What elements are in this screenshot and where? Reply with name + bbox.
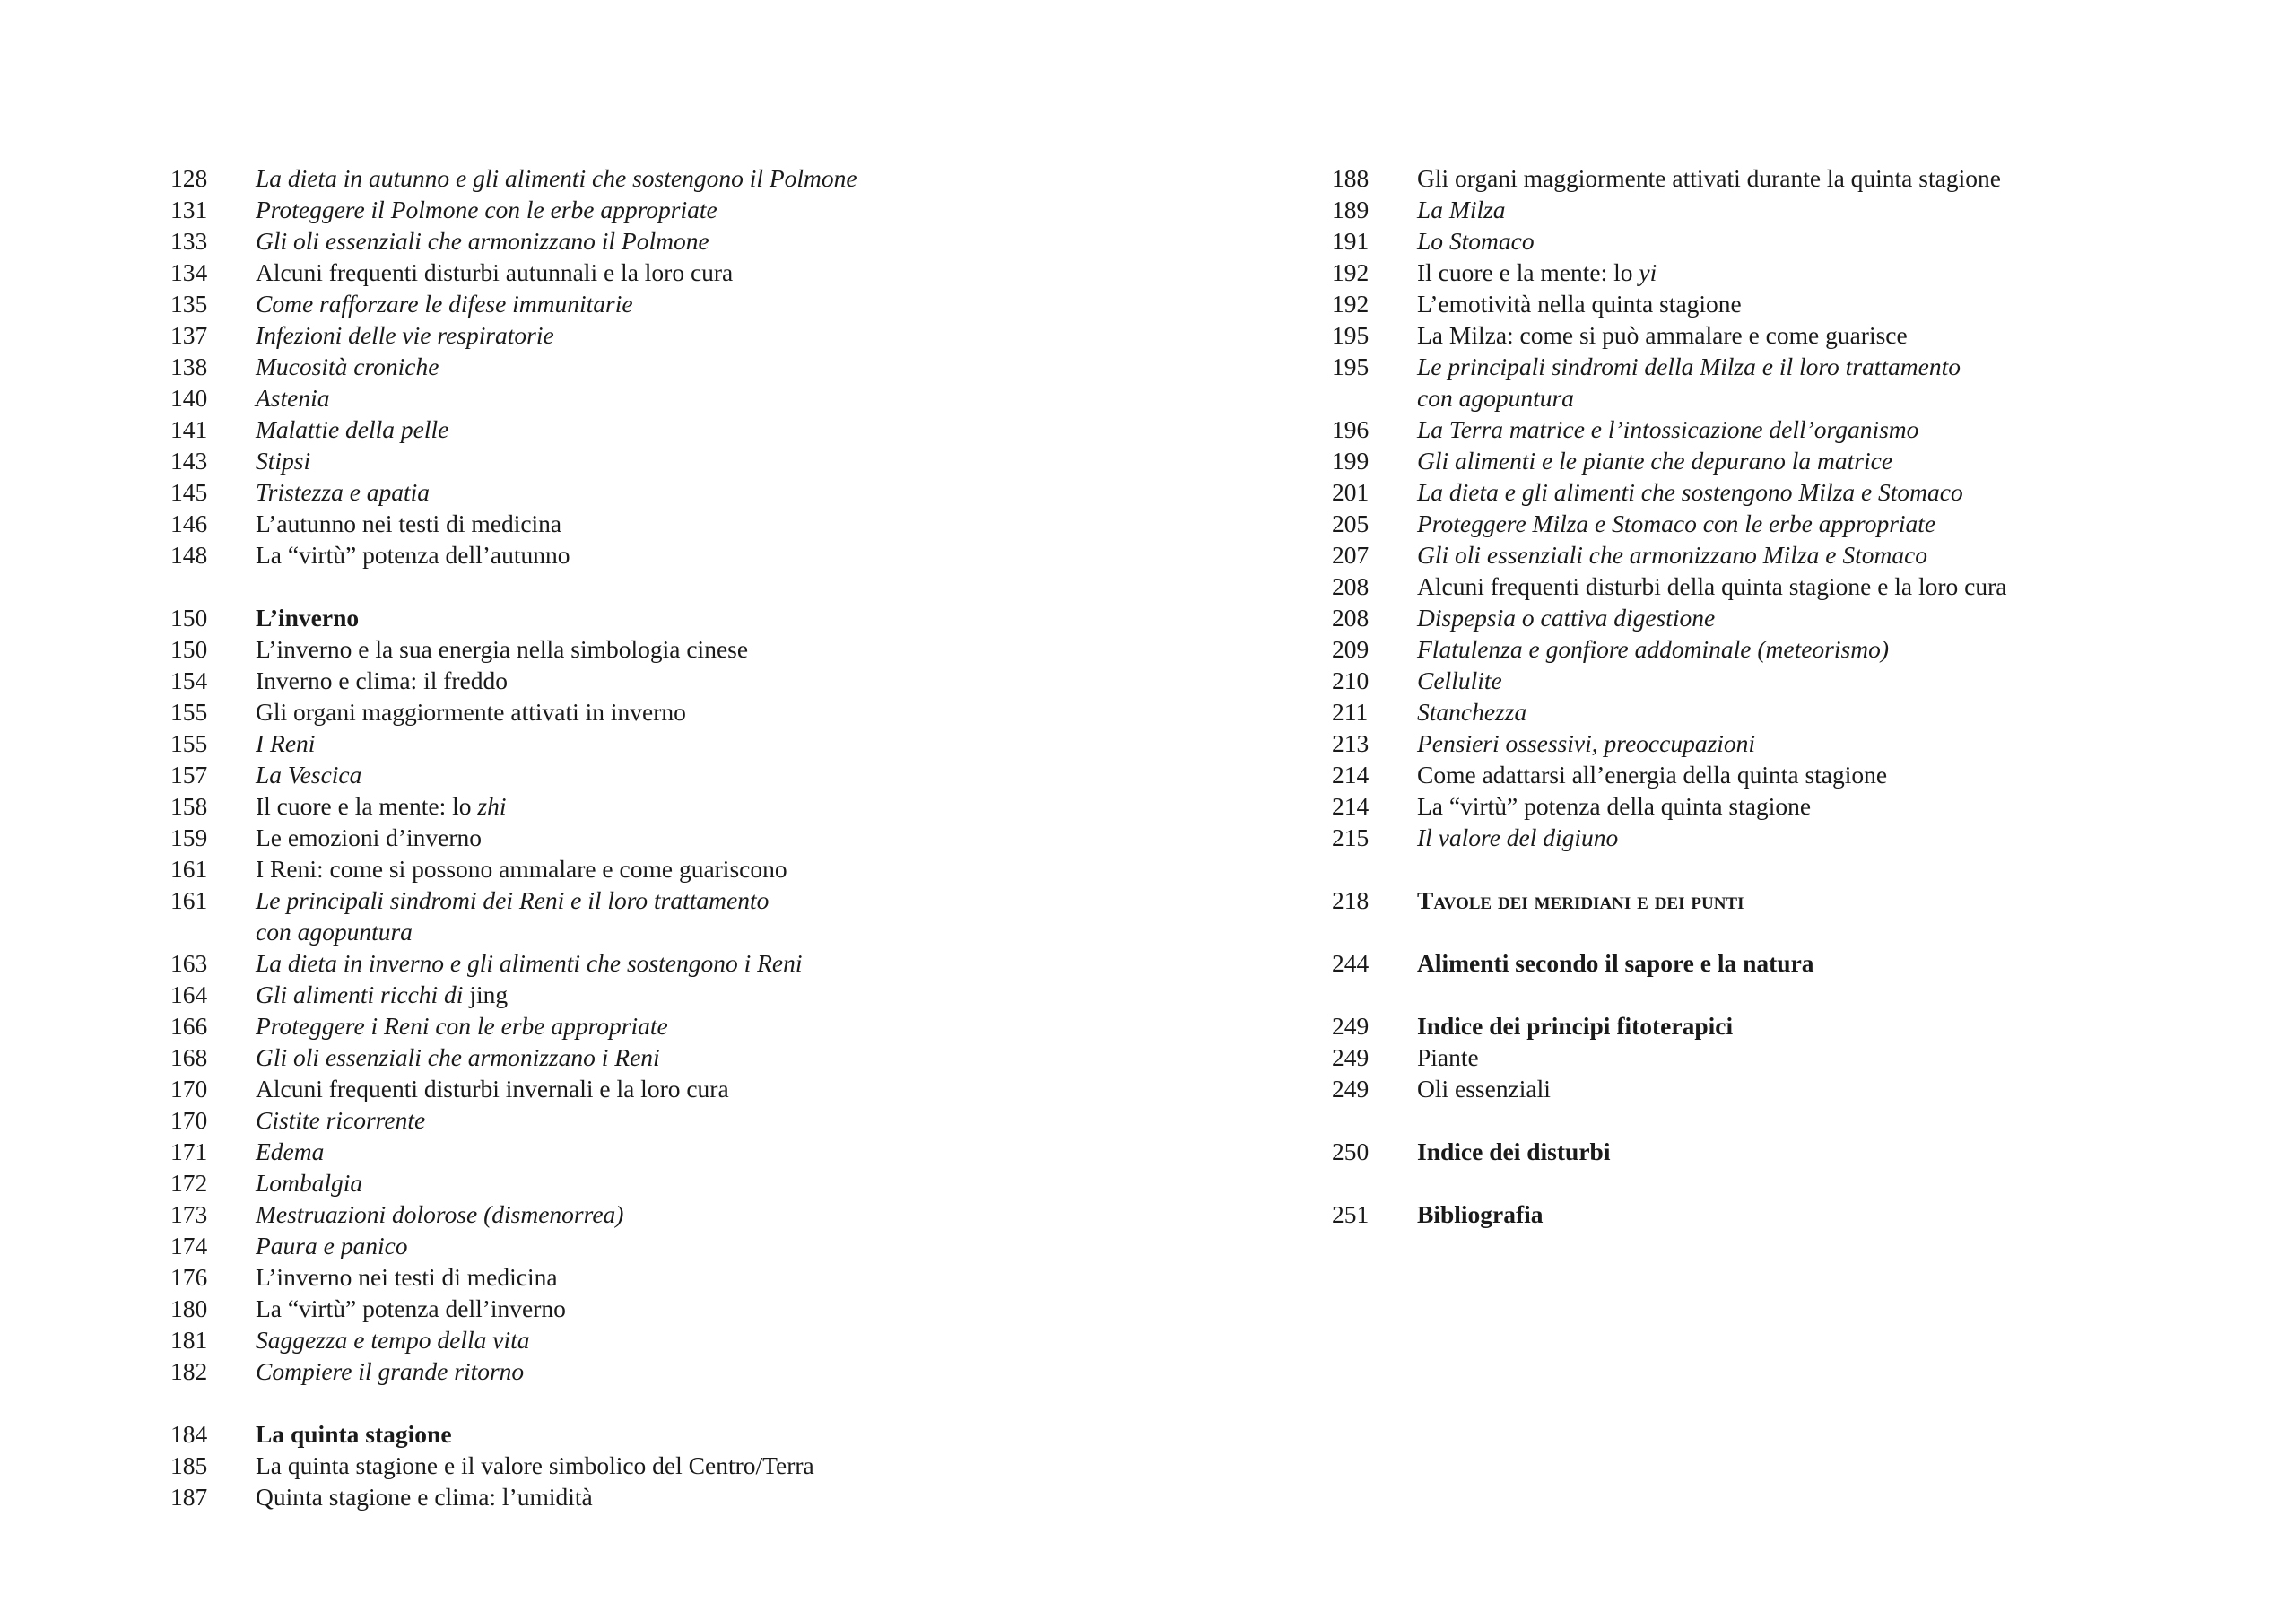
toc-page-number: 211 [1332, 698, 1369, 726]
toc-entry [170, 696, 1202, 728]
toc-entry [1332, 539, 2274, 571]
toc-entry [170, 225, 1202, 257]
toc-entry-title [256, 1104, 1202, 1136]
toc-entry [1332, 790, 2274, 822]
toc-entry [1332, 414, 2274, 445]
toc-page-number: 146 [170, 510, 208, 537]
toc-page-number: 171 [170, 1137, 208, 1165]
toc-page-number: 154 [170, 667, 208, 694]
toc-title-segment: Gli alimenti e le piante che depurano la matrice [1417, 447, 1893, 475]
toc-entry [1332, 665, 2274, 696]
toc-entry-title [256, 414, 1202, 445]
toc-title-segment: Infezioni delle vie respiratorie [256, 321, 554, 349]
toc-entry-title [256, 822, 1202, 853]
toc-entry [1332, 508, 2274, 539]
toc-title-segment: Inverno e clima: il freddo [256, 667, 509, 694]
toc-page-number: 182 [170, 1357, 208, 1385]
toc-title-segment: Cistite ricorrente [256, 1106, 426, 1134]
toc-page-number: 140 [170, 384, 208, 412]
toc-entry-title [256, 1324, 1202, 1355]
toc-page-number: 148 [170, 541, 208, 569]
toc-title-segment: Malattie della pelle [256, 415, 449, 443]
toc-entry-title [1417, 947, 2274, 979]
toc-page-number: 170 [170, 1075, 208, 1102]
toc-entry-title [256, 1418, 1202, 1450]
toc-title-segment: Gli organi maggiormente attivati durante la quinta stagione [1417, 164, 2001, 192]
toc-page-number: 195 [1332, 353, 1370, 380]
toc-entry [170, 1324, 1202, 1355]
toc-entry [170, 319, 1202, 351]
toc-page-number: 181 [170, 1326, 208, 1354]
toc-title-segment: La “virtù” potenza della quinta stagione [1417, 792, 1812, 820]
toc-entry-title [1417, 319, 2274, 351]
toc-left-column [170, 162, 1202, 1512]
toc-entry [1332, 225, 2274, 257]
toc-page-number: 172 [170, 1169, 208, 1197]
toc-entry [170, 853, 1202, 885]
toc-entry-title [256, 759, 1202, 790]
toc-entry [170, 1104, 1202, 1136]
toc-page-number: 188 [1332, 164, 1370, 192]
toc-entry [1332, 194, 2274, 225]
toc-entry-title [1417, 759, 2274, 790]
toc-title-segment: Proteggere Milza e Stomaco con le erbe appropriate [1417, 510, 1936, 537]
toc-page-number: 159 [170, 824, 208, 851]
toc-entry [1332, 633, 2274, 665]
toc-title-segment: Mucosità croniche [256, 353, 439, 380]
toc-entry-title [256, 351, 1202, 382]
toc-entry [1332, 885, 2274, 916]
toc-entry [170, 1198, 1202, 1230]
toc-entry [170, 382, 1202, 414]
toc-entry [1332, 1136, 2274, 1167]
toc-title-segment: Gli alimenti ricchi di [256, 980, 470, 1008]
toc-title-segment: La Terra matrice e l’intossicazione dell’organismo [1417, 415, 1919, 443]
toc-page-number: 208 [1332, 572, 1370, 600]
toc-entry-title [1417, 414, 2274, 445]
toc-title-segment: Le principali sindromi della Milza e il loro trattamento con agopuntura [1417, 353, 1961, 412]
toc-entry-title [256, 319, 1202, 351]
toc-page-number: 249 [1332, 1012, 1370, 1040]
toc-title-segment: Proteggere i Reni con le erbe appropriate [256, 1012, 668, 1040]
toc-entry [170, 1167, 1202, 1198]
toc-page-number: 185 [170, 1451, 208, 1479]
toc-entry [1332, 1041, 2274, 1073]
toc-entry [170, 257, 1202, 288]
toc-title-segment: Il cuore e la mente: lo [1417, 258, 1639, 286]
toc-entry-title [256, 1481, 1202, 1512]
toc-entry-title [1417, 1073, 2274, 1104]
toc-entry [170, 288, 1202, 319]
toc-title-segment: Come rafforzare le difese immunitarie [256, 290, 633, 318]
toc-entry-title [256, 1167, 1202, 1198]
toc-page-number: 201 [1332, 478, 1370, 506]
toc-title-segment: Flatulenza e gonfiore addominale (meteorismo) [1417, 635, 1889, 663]
toc-title-segment: Quinta stagione e clima: l’umidità [256, 1483, 593, 1511]
toc-title-segment: Edema [256, 1137, 325, 1165]
toc-entry-title [256, 1261, 1202, 1293]
toc-entry [170, 947, 1202, 979]
toc-page-number: 161 [170, 886, 208, 914]
toc-page-number: 133 [170, 227, 208, 255]
toc-page-number: 208 [1332, 604, 1370, 632]
toc-title-segment: Astenia [256, 384, 330, 412]
toc-page-number: 189 [1332, 196, 1370, 223]
toc-title-segment: jing [469, 980, 509, 1008]
toc-entry-title [1417, 162, 2274, 194]
toc-entry-title [256, 1136, 1202, 1167]
toc-entry-title [1417, 1136, 2274, 1167]
toc-page-number: 157 [170, 761, 208, 789]
toc-title-segment: La quinta stagione [256, 1420, 452, 1448]
toc-title-segment: Tavole dei meridiani e dei punti [1417, 886, 1744, 914]
toc-page-number: 191 [1332, 227, 1370, 255]
toc-page-number: 187 [170, 1483, 208, 1511]
toc-entry [1332, 162, 2274, 194]
toc-title-segment: Lo Stomaco [1417, 227, 1535, 255]
toc-entry-title [256, 1198, 1202, 1230]
toc-entry [1332, 696, 2274, 728]
toc-entry [170, 414, 1202, 445]
toc-page-number: 218 [1332, 886, 1370, 914]
toc-title-segment: Stanchezza [1417, 698, 1527, 726]
toc-title-segment: Cellulite [1417, 667, 1502, 694]
toc-title-segment: Gli organi maggiormente attivati in inverno [256, 698, 686, 726]
toc-entry-title [256, 1230, 1202, 1261]
toc-entry-title [1417, 790, 2274, 822]
toc-title-segment: Gli oli essenziali che armonizzano i Reni [256, 1043, 660, 1071]
toc-page-number: 168 [170, 1043, 208, 1071]
toc-title-segment: Alimenti secondo il sapore e la natura [1417, 949, 1814, 977]
toc-page-number: 138 [170, 353, 208, 380]
toc-page-number: 135 [170, 290, 208, 318]
toc-page-number: 143 [170, 447, 208, 475]
toc-entry [1332, 476, 2274, 508]
toc-entry [1332, 571, 2274, 602]
toc-title-segment: Le principali sindromi dei Reni e il loro trattamento con agopuntura [256, 886, 770, 946]
toc-page-number: 150 [170, 635, 208, 663]
toc-title-segment: yi [1639, 258, 1657, 286]
toc-entry-title [1417, 508, 2274, 539]
toc-entry-title [1417, 1041, 2274, 1073]
toc-entry [170, 665, 1202, 696]
toc-page-number: 176 [170, 1263, 208, 1291]
toc-title-segment: Alcuni frequenti disturbi della quinta stagione e la loro cura [1417, 572, 2007, 600]
toc-title-segment: I Reni: come si possono ammalare e come guariscono [256, 855, 787, 883]
toc-right-column [1332, 162, 2274, 1230]
toc-entry [170, 885, 1202, 947]
toc-entry [1332, 947, 2274, 979]
toc-entry-title [256, 445, 1202, 476]
toc-page-number: 173 [170, 1200, 208, 1228]
toc-entry-title [256, 508, 1202, 539]
toc-title-segment: La Vescica [256, 761, 362, 789]
toc-entry-title [1417, 1198, 2274, 1230]
toc-title-segment: Dispepsia o cattiva digestione [1417, 604, 1716, 632]
toc-entry [170, 351, 1202, 382]
toc-page-number: 196 [1332, 415, 1370, 443]
toc-entry [1332, 445, 2274, 476]
toc-page-number: 251 [1332, 1200, 1370, 1228]
toc-title-segment: Bibliografia [1417, 1200, 1544, 1228]
toc-title-segment: Il cuore e la mente: lo [256, 792, 478, 820]
toc-title-segment: Lombalgia [256, 1169, 363, 1197]
toc-entry-title [256, 1073, 1202, 1104]
toc-page-number: 249 [1332, 1075, 1370, 1102]
toc-title-segment: L’inverno [256, 604, 360, 632]
toc-page-number: 192 [1332, 258, 1370, 286]
toc-title-segment: I Reni [256, 729, 316, 757]
toc-page-number: 158 [170, 792, 208, 820]
toc-entry [1332, 257, 2274, 288]
toc-page-number: 164 [170, 980, 208, 1008]
toc-entry-title [256, 1355, 1202, 1387]
toc-entry [170, 1230, 1202, 1261]
toc-page-number: 161 [170, 855, 208, 883]
toc-entry-title [1417, 476, 2274, 508]
toc-title-segment: La dieta in autunno e gli alimenti che sostengono il Polmone [256, 164, 857, 192]
toc-entry [1332, 728, 2274, 759]
toc-entry-title [256, 790, 1202, 822]
toc-entry [1332, 351, 2274, 414]
toc-title-segment: L’inverno e la sua energia nella simbologia cinese [256, 635, 749, 663]
toc-title-segment: L’emotività nella quinta stagione [1417, 290, 1742, 318]
toc-entry-title [1417, 194, 2274, 225]
toc-entry-title [256, 696, 1202, 728]
toc-entry [1332, 319, 2274, 351]
toc-entry [170, 790, 1202, 822]
toc-page-number: 128 [170, 164, 208, 192]
toc-entry [170, 759, 1202, 790]
toc-page-number: 209 [1332, 635, 1370, 663]
toc-entry-title [1417, 633, 2274, 665]
toc-entry [1332, 1010, 2274, 1041]
toc-entry-title [256, 633, 1202, 665]
toc-entry [170, 602, 1202, 633]
toc-entry [1332, 1073, 2274, 1104]
toc-title-segment: Oli essenziali [1417, 1075, 1551, 1102]
toc-title-segment: Le emozioni d’inverno [256, 824, 482, 851]
toc-title-segment: Tristezza e apatia [256, 478, 430, 506]
toc-entry-title [256, 1293, 1202, 1324]
toc-entry [170, 728, 1202, 759]
toc-title-segment: La Milza [1417, 196, 1506, 223]
toc-title-segment: La “virtù” potenza dell’inverno [256, 1294, 566, 1322]
toc-entry [170, 162, 1202, 194]
toc-entry-title [256, 853, 1202, 885]
toc-title-segment: L’inverno nei testi di medicina [256, 1263, 558, 1291]
toc-entry [170, 508, 1202, 539]
toc-entry-title [1417, 351, 2274, 414]
toc-page-number: 195 [1332, 321, 1370, 349]
toc-entry-title [1417, 225, 2274, 257]
toc-entry [170, 1481, 1202, 1512]
toc-entry-title [1417, 445, 2274, 476]
toc-title-segment: Mestruazioni dolorose (dismenorrea) [256, 1200, 624, 1228]
toc-page-number: 215 [1332, 824, 1370, 851]
toc-entry-title [1417, 1010, 2274, 1041]
toc-entry [170, 979, 1202, 1010]
toc-page-number: 207 [1332, 541, 1370, 569]
toc-entry-title [256, 947, 1202, 979]
toc-title-segment: Il valore del digiuno [1417, 824, 1619, 851]
toc-entry-title [256, 1041, 1202, 1073]
toc-entry-title [256, 225, 1202, 257]
toc-title-segment: Proteggere il Polmone con le erbe appropriate [256, 196, 718, 223]
toc-title-segment: Gli oli essenziali che armonizzano il Polmone [256, 227, 709, 255]
toc-page-number: 213 [1332, 729, 1370, 757]
toc-entry-title [1417, 288, 2274, 319]
toc-entry-title [256, 162, 1202, 194]
toc-title-segment: La Milza: come si può ammalare e come guarisce [1417, 321, 1908, 349]
toc-page-number: 184 [170, 1420, 208, 1448]
toc-page-number: 137 [170, 321, 208, 349]
toc-entry [1332, 602, 2274, 633]
toc-entry-title [256, 602, 1202, 633]
toc-entry [1332, 822, 2274, 853]
toc-entry-title [1417, 885, 2274, 916]
toc-entry-title [256, 1010, 1202, 1041]
toc-entry [170, 1261, 1202, 1293]
toc-entry [170, 1450, 1202, 1481]
toc-title-segment: Indice dei disturbi [1417, 1137, 1611, 1165]
toc-page-number: 244 [1332, 949, 1370, 977]
toc-page-number: 141 [170, 415, 208, 443]
toc-page-number: 249 [1332, 1043, 1370, 1071]
toc-page-number: 214 [1332, 792, 1370, 820]
toc-entry-title [256, 382, 1202, 414]
toc-page-number: 170 [170, 1106, 208, 1134]
toc-entry [170, 1136, 1202, 1167]
toc-entry-title [1417, 728, 2274, 759]
toc-title-segment: Compiere il grande ritorno [256, 1357, 525, 1385]
toc-title-segment: Stipsi [256, 447, 311, 475]
toc-entry-title [1417, 696, 2274, 728]
toc-entry-title [1417, 257, 2274, 288]
toc-entry-title [1417, 571, 2274, 602]
toc-entry [170, 194, 1202, 225]
toc-entry [170, 1355, 1202, 1387]
toc-entry-title [1417, 602, 2274, 633]
toc-entry-title [256, 728, 1202, 759]
toc-title-segment: Gli oli essenziali che armonizzano Milza e Stomaco [1417, 541, 1928, 569]
toc-entry [1332, 1198, 2274, 1230]
toc-page-number: 180 [170, 1294, 208, 1322]
toc-entry-title [256, 885, 1202, 947]
toc-title-segment: Pensieri ossessivi, preoccupazioni [1417, 729, 1756, 757]
toc-page-number: 174 [170, 1232, 208, 1259]
toc-page-number: 145 [170, 478, 208, 506]
toc-title-segment: Alcuni frequenti disturbi autunnali e la loro cura [256, 258, 734, 286]
toc-title-segment: Piante [1417, 1043, 1479, 1071]
toc-page-number: 155 [170, 729, 208, 757]
toc-title-segment: Alcuni frequenti disturbi invernali e la loro cura [256, 1075, 729, 1102]
toc-title-segment: La quinta stagione e il valore simbolico del Centro/Terra [256, 1451, 814, 1479]
toc-page-number: 150 [170, 604, 208, 632]
toc-entry [170, 476, 1202, 508]
toc-page-number: 210 [1332, 667, 1370, 694]
toc-entry [170, 1041, 1202, 1073]
toc-entry-title [256, 665, 1202, 696]
toc-title-segment: Indice dei principi fitoterapici [1417, 1012, 1734, 1040]
toc-title-segment: La dieta e gli alimenti che sostengono Milza e Stomaco [1417, 478, 1963, 506]
toc-entry-title [1417, 665, 2274, 696]
toc-entry-title [256, 979, 1202, 1010]
toc-page-number: 205 [1332, 510, 1370, 537]
toc-entry [170, 1010, 1202, 1041]
toc-page-number: 166 [170, 1012, 208, 1040]
toc-title-segment: La dieta in inverno e gli alimenti che sostengono i Reni [256, 949, 803, 977]
toc-entry [170, 1293, 1202, 1324]
toc-entry [1332, 759, 2274, 790]
toc-title-segment: Come adattarsi all’energia della quinta stagione [1417, 761, 1888, 789]
toc-entry [1332, 288, 2274, 319]
toc-page-number: 192 [1332, 290, 1370, 318]
toc-entry [170, 445, 1202, 476]
toc-page-number: 214 [1332, 761, 1370, 789]
toc-page-number: 131 [170, 196, 208, 223]
toc-entry [170, 539, 1202, 571]
toc-page-number: 155 [170, 698, 208, 726]
toc-entry-title [256, 194, 1202, 225]
toc-title-segment: La “virtù” potenza dell’autunno [256, 541, 570, 569]
toc-entry [170, 1418, 1202, 1450]
toc-entry-title [256, 257, 1202, 288]
toc-entry-title [256, 539, 1202, 571]
toc-page-number: 199 [1332, 447, 1370, 475]
toc-title-segment: Saggezza e tempo della vita [256, 1326, 530, 1354]
toc-entry [170, 1073, 1202, 1104]
toc-page-number: 163 [170, 949, 208, 977]
toc-title-segment: zhi [477, 792, 507, 820]
toc-entry-title [1417, 822, 2274, 853]
toc-title-segment: Paura e panico [256, 1232, 408, 1259]
toc-entry-title [1417, 539, 2274, 571]
toc-entry-title [256, 288, 1202, 319]
toc-title-segment: L’autunno nei testi di medicina [256, 510, 562, 537]
toc-page-number: 250 [1332, 1137, 1370, 1165]
toc-entry-title [256, 476, 1202, 508]
toc-entry-title [256, 1450, 1202, 1481]
toc-page-number: 134 [170, 258, 208, 286]
toc-entry [170, 633, 1202, 665]
toc-entry [170, 822, 1202, 853]
